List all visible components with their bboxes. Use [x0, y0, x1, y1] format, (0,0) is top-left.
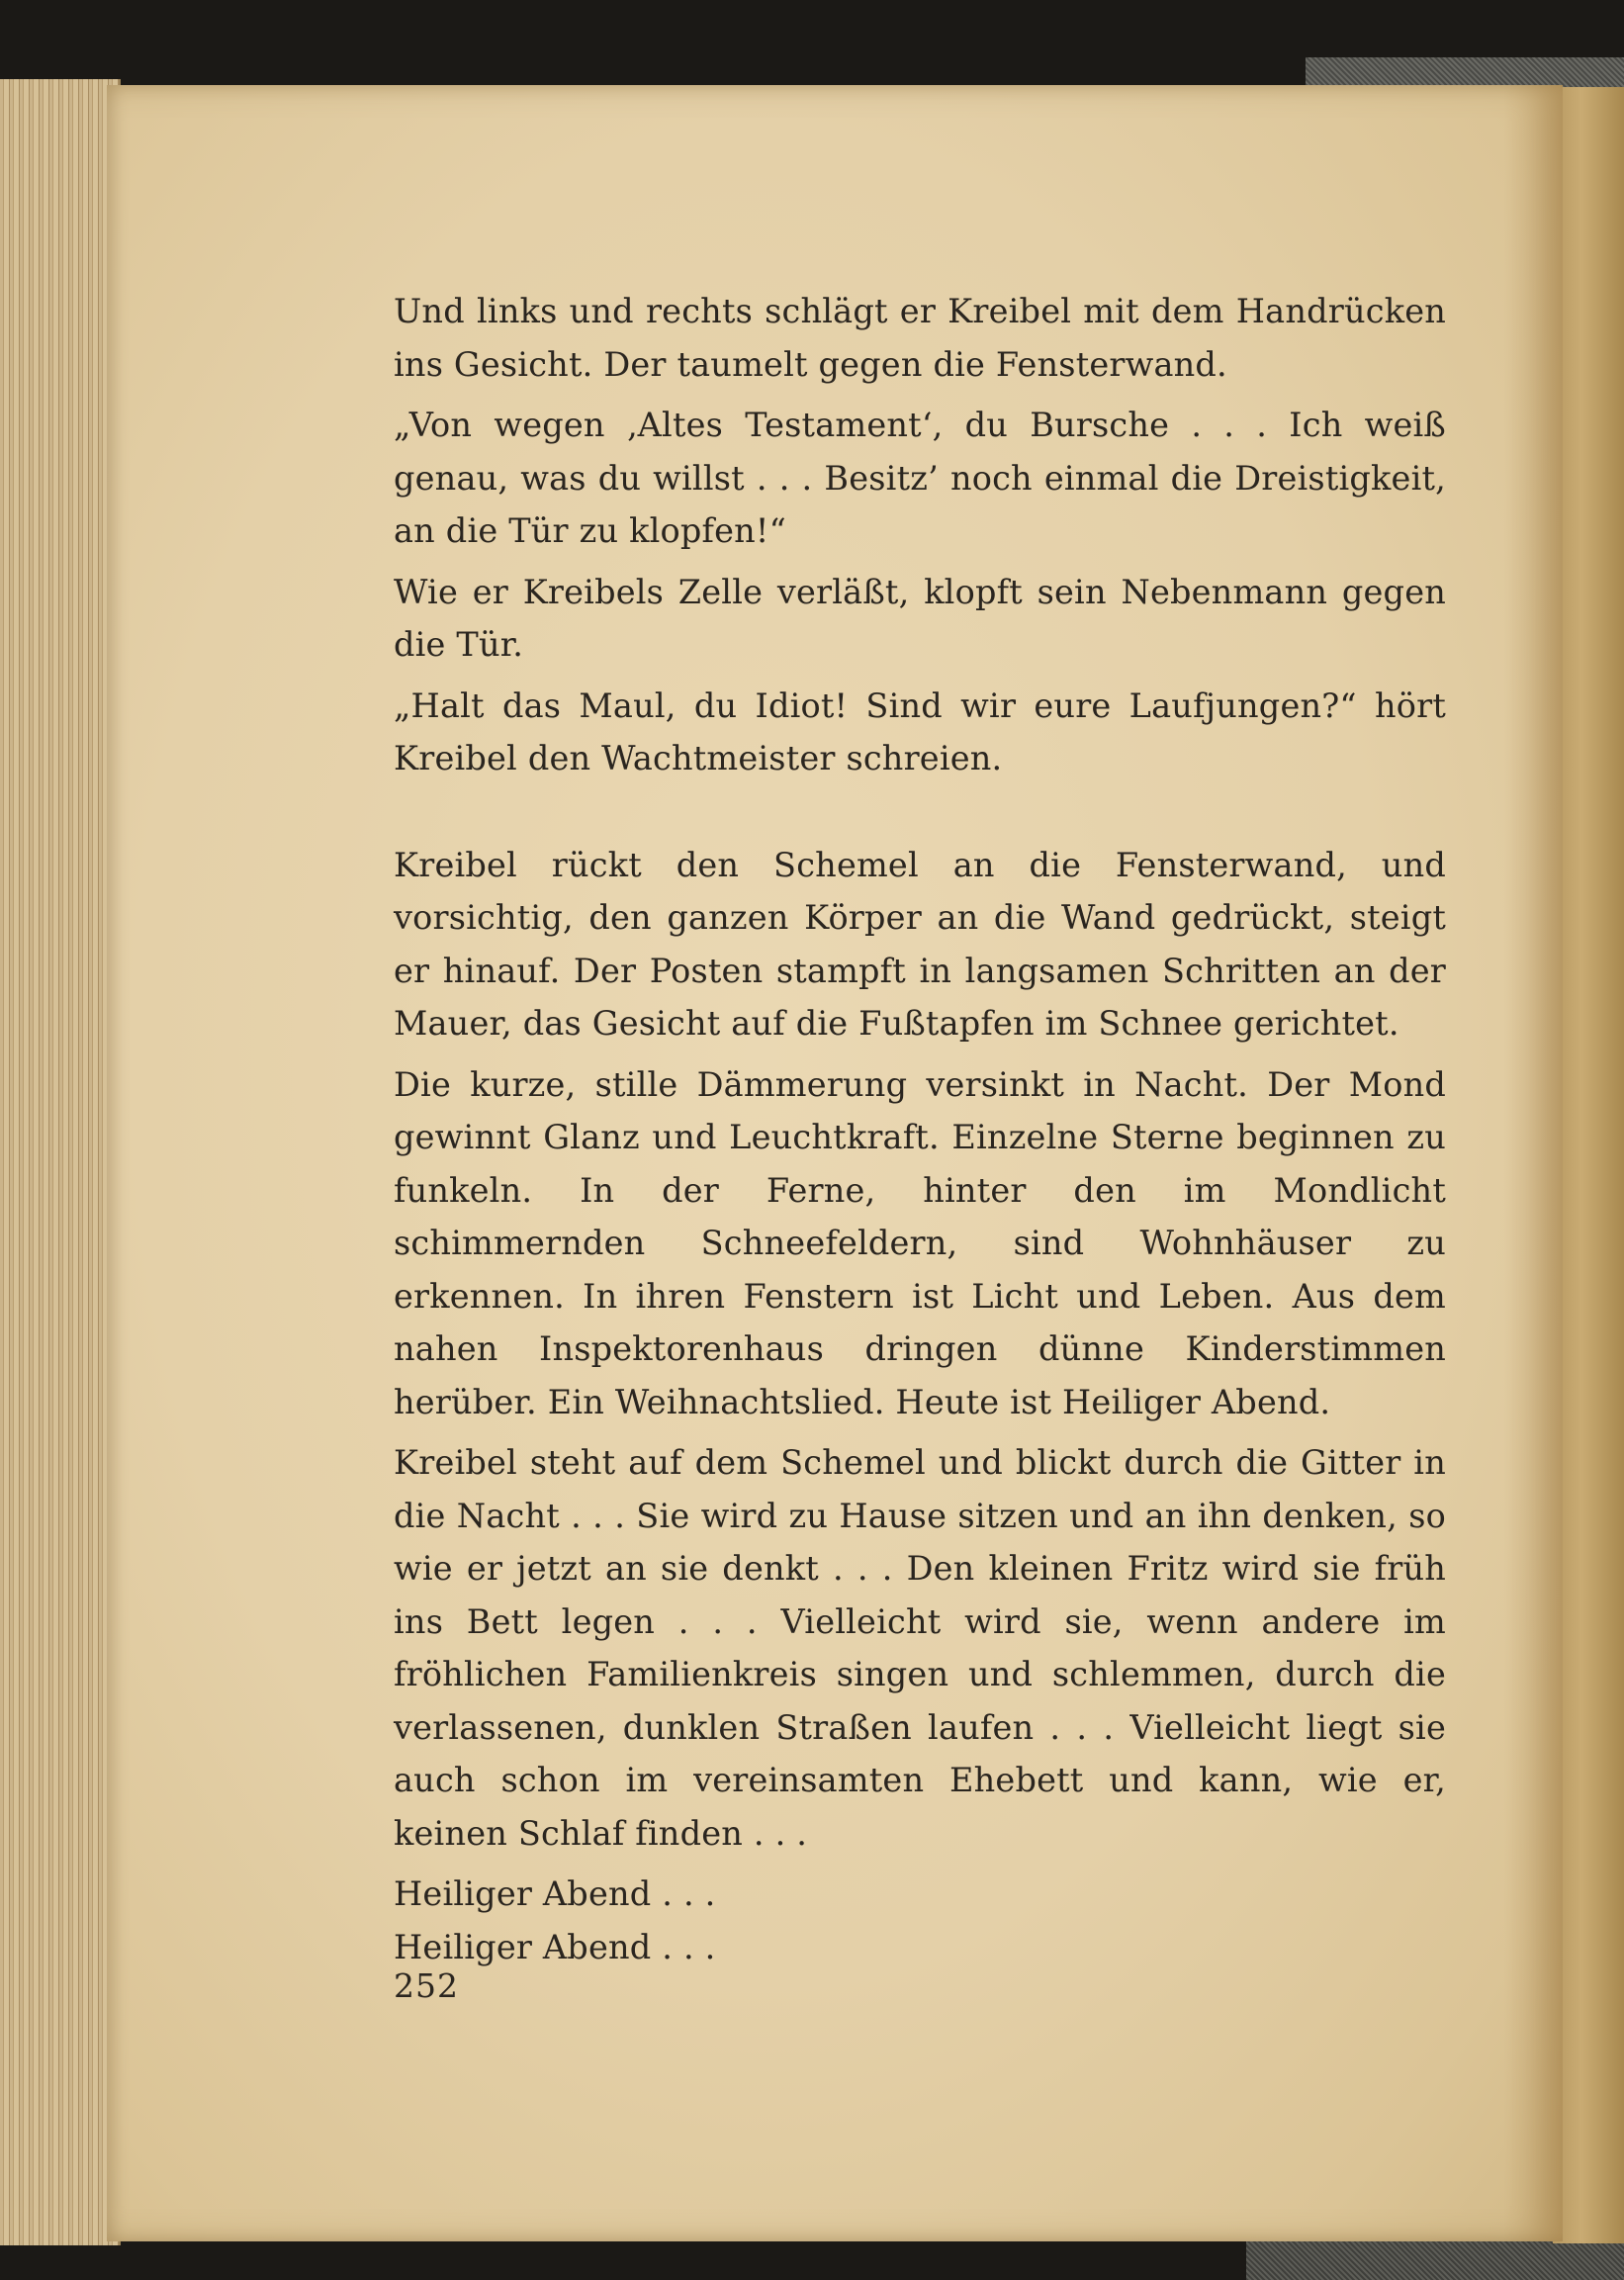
- paragraph: Die kurze, stille Dämmerung versinkt in Nacht. Der Mond gewinnt Glanz und Leuchtkraft. Einzelne Sterne beginnen zu funkeln. In der Ferne, hinter den im Mondlicht schimmernden Schneefeldern, sind Wohnhäuser zu erkennen. In ihren Fenstern ist Licht und Leben. Aus dem nahen Inspektorenhaus dringen dünne Kinderstimmen herüber. Ein Weihnachtslied. Heute ist Heiliger Abend.: [394, 1064, 1446, 1421]
- page-text: [394, 285, 1446, 1973]
- paragraph: Kreibel rückt den Schemel an die Fensterwand, und vorsichtig, den ganzen Körper an die Wand gedrückt, steigt er hinauf. Der Posten stampft in langsamen Schritten an der Mauer, das Gesicht auf die Fußtapfen im Schnee gerichtet.: [394, 845, 1446, 1043]
- paragraph: Heiliger Abend . . .: [394, 1874, 716, 1913]
- page-number: 252: [394, 1966, 459, 2005]
- book-cloth-binding-bottom: [1246, 2237, 1624, 2280]
- paragraph: „Halt das Maul, du Idiot! Sind wir eure Laufjungen?“ hört Kreibel den Wachtmeister schreien.: [394, 685, 1446, 777]
- book-right-board: [1553, 87, 1624, 2243]
- page-gutter-shadow: [1503, 85, 1563, 2241]
- book-page-edges: [0, 79, 121, 2245]
- paragraph: „Von wegen ‚Altes Testament‘, du Bursche . . . Ich weiß genau, was du willst . . . Besitz’ noch einmal die Dreistigkeit, an die Tür zu klopfen!“: [394, 406, 1446, 550]
- paragraph: Und links und rechts schlägt er Kreibel mit dem Handrücken ins Gesicht. Der taumelt gegen die Fensterwand.: [394, 292, 1446, 384]
- paragraph: Wie er Kreibels Zelle verläßt, klopft sein Nebenmann gegen die Tür.: [394, 572, 1446, 664]
- paragraph: Kreibel steht auf dem Schemel und blickt durch die Gitter in die Nacht . . . Sie wird zu Hause sitzen und an ihn denken, so wie er jetzt an sie denkt . . . Den kleinen Fritz wird sie früh ins Bett legen . . . Vielleicht wird sie, wenn andere im fröhlichen Familienkreis singen und schlemmen, durch die verlassenen, dunklen Straßen laufen . . . Vielleicht liegt sie auch schon im vereinsamten Ehebett und kann, wie er, keinen Schlaf finden . . .: [394, 1443, 1446, 1853]
- paragraph: Heiliger Abend . . .: [394, 1927, 716, 1966]
